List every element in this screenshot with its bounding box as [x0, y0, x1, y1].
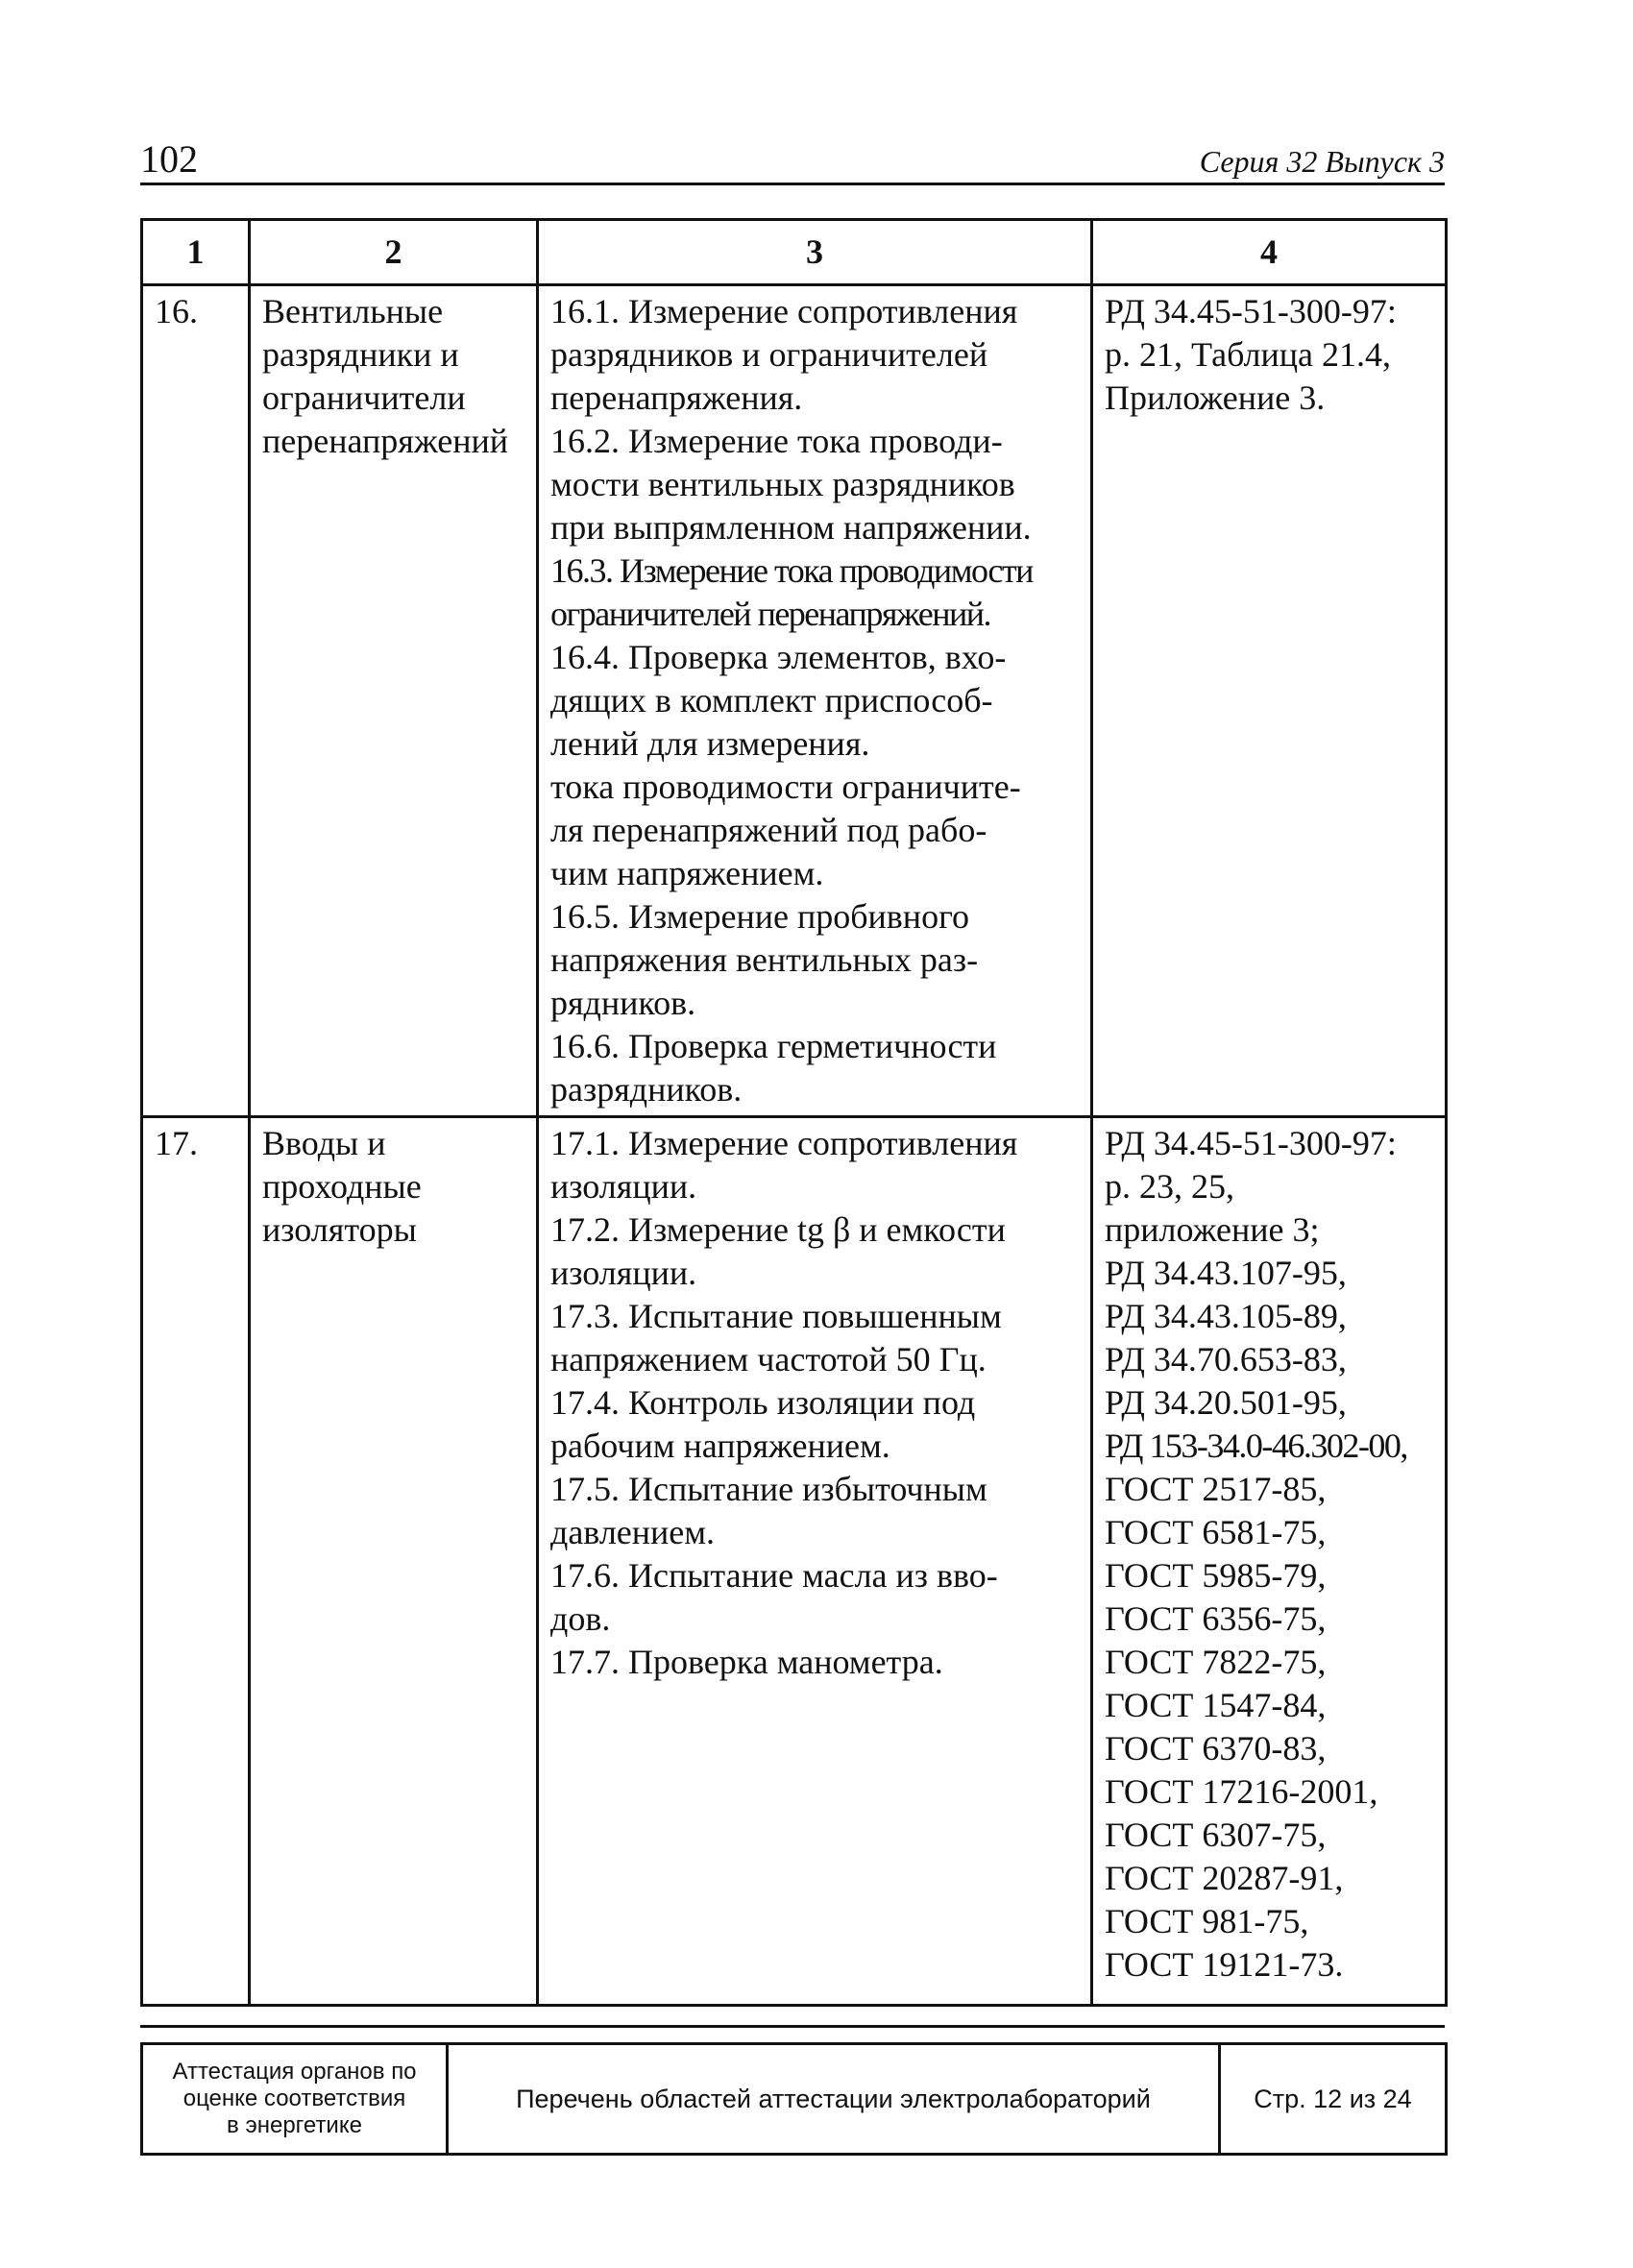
work-line: 17.5. Испытание избыточным — [550, 1470, 987, 1508]
document-line: ГОСТ 981-75, — [1105, 1902, 1309, 1940]
document-line: РД 34.43.107-95, — [1105, 1254, 1347, 1292]
document-line: ГОСТ 7822-75, — [1105, 1643, 1327, 1681]
document-line: ГОСТ 17216-2001, — [1105, 1772, 1378, 1811]
table-row-17 — [142, 1117, 1447, 2006]
work-line: дов. — [550, 1599, 611, 1638]
document-line: ГОСТ 5985-79, — [1105, 1556, 1327, 1595]
work-line: изоляции. — [550, 1254, 697, 1292]
work-line: 17.6. Испытание масла из вво- — [550, 1556, 998, 1595]
document-line: РД 34.43.105-89, — [1105, 1297, 1347, 1335]
column-header-2: 2 — [250, 220, 538, 285]
document-line: РД 153-34.0-46.302-00, — [1105, 1427, 1407, 1465]
document-line: РД 34.20.501-95, — [1105, 1383, 1347, 1422]
work-line: 16.3. Измерение тока проводимости — [550, 551, 1033, 590]
work-line: рабочим напряжением. — [550, 1427, 890, 1465]
work-line: напряжения вентильных раз- — [550, 940, 979, 979]
work-line: напряжением частотой 50 Гц. — [550, 1340, 987, 1378]
work-line: 16.6. Проверка герметичности — [550, 1027, 997, 1065]
document-line: приложение 3; — [1105, 1210, 1320, 1249]
row-number: 16. — [142, 285, 250, 1117]
work-line: ля перенапряжений под рабо- — [550, 811, 987, 849]
work-line: ограничителей перенапряжений. — [550, 595, 991, 633]
work-line: давлением. — [550, 1513, 716, 1551]
work-line: при выпрямленном напряжении. — [550, 508, 1032, 547]
column-header-4: 4 — [1092, 220, 1447, 285]
page-header — [140, 134, 1445, 185]
object-line: проходные — [262, 1167, 422, 1206]
document-line: р. 21, Таблица 21.4, — [1105, 335, 1391, 374]
page-footer — [140, 2042, 1448, 2156]
column-header-1: 1 — [142, 220, 250, 285]
documents-cell — [1092, 1117, 1447, 2006]
works-cell — [538, 1117, 1092, 2006]
footer-organization — [142, 2044, 448, 2155]
work-line: 17.7. Проверка манометра. — [550, 1643, 943, 1681]
footer-org-line: в энергетике — [227, 2112, 362, 2138]
work-line: изоляции. — [550, 1167, 697, 1206]
document-line: РД 34.45-51-300-97: — [1105, 1124, 1397, 1162]
works-cell — [538, 285, 1092, 1117]
footer-title: Перечень областей аттестации электролабораторий — [448, 2044, 1220, 2155]
work-line: чим напряжением. — [550, 854, 824, 892]
document-line: ГОСТ 1547-84, — [1105, 1686, 1327, 1724]
object-line: изоляторы — [262, 1210, 417, 1249]
column-header-3: 3 — [538, 220, 1092, 285]
work-line: перенапряжения. — [550, 378, 803, 417]
work-line: разрядников и ограничителей — [550, 335, 988, 374]
work-line: 17.2. Измерение tg β и емкости — [550, 1210, 1006, 1249]
table-header-row — [142, 220, 1447, 285]
work-line: 17.3. Испытание повышенным — [550, 1297, 1002, 1335]
work-line: разрядников. — [550, 1070, 743, 1109]
series-title: Серия 32 Выпуск 3 — [1199, 144, 1445, 179]
object-cell — [250, 285, 538, 1117]
document-line: ГОСТ 6581-75, — [1105, 1513, 1327, 1551]
document-line: ГОСТ 6370-83, — [1105, 1729, 1327, 1768]
footer-page-count: Стр. 12 из 24 — [1220, 2044, 1447, 2155]
work-line: 17.4. Контроль изоляции под — [550, 1383, 976, 1422]
table-row-16 — [142, 285, 1447, 1117]
document-line: ГОСТ 6307-75, — [1105, 1816, 1327, 1854]
object-cell — [250, 1117, 538, 2006]
document-line: ГОСТ 19121-73. — [1105, 1945, 1344, 1984]
document-line: Приложение 3. — [1105, 378, 1326, 417]
attestation-table — [140, 218, 1448, 2007]
document-line: ГОСТ 2517-85, — [1105, 1470, 1327, 1508]
footer-divider — [140, 2025, 1445, 2028]
object-line: перенапряжений — [262, 422, 508, 460]
document-line: р. 23, 25, — [1105, 1167, 1234, 1206]
work-line: 16.4. Проверка элементов, вхо- — [550, 638, 1007, 676]
object-line: Вводы и — [262, 1124, 386, 1162]
object-line: разрядники и — [262, 335, 459, 374]
work-line: 16.5. Измерение пробивного — [550, 897, 969, 936]
document-line: РД 34.45-51-300-97: — [1105, 292, 1397, 330]
work-line: 16.2. Измерение тока проводи- — [550, 422, 1003, 460]
work-line: рядников. — [550, 984, 696, 1022]
footer-org-line: оценке соответствия — [183, 2085, 406, 2111]
object-line: Вентильные — [262, 292, 444, 330]
work-line: лений для измерения. — [550, 724, 870, 763]
row-number: 17. — [142, 1117, 250, 2006]
work-line: дящих в комплект приспособ- — [550, 681, 993, 719]
work-line: 17.1. Измерение сопротивления — [550, 1124, 1018, 1162]
document-line: ГОСТ 20287-91, — [1105, 1859, 1344, 1897]
page-number: 102 — [140, 137, 198, 181]
document-line: РД 34.70.653-83, — [1105, 1340, 1347, 1378]
object-line: ограничители — [262, 378, 466, 417]
work-line: 16.1. Измерение сопротивления — [550, 292, 1018, 330]
work-line: мости вентильных разрядников — [550, 465, 1015, 503]
documents-cell — [1092, 285, 1447, 1117]
footer-org-line: Аттестация органов по — [172, 2059, 417, 2085]
work-line: тока проводимости ограничите- — [550, 768, 1021, 806]
document-line: ГОСТ 6356-75, — [1105, 1599, 1327, 1638]
